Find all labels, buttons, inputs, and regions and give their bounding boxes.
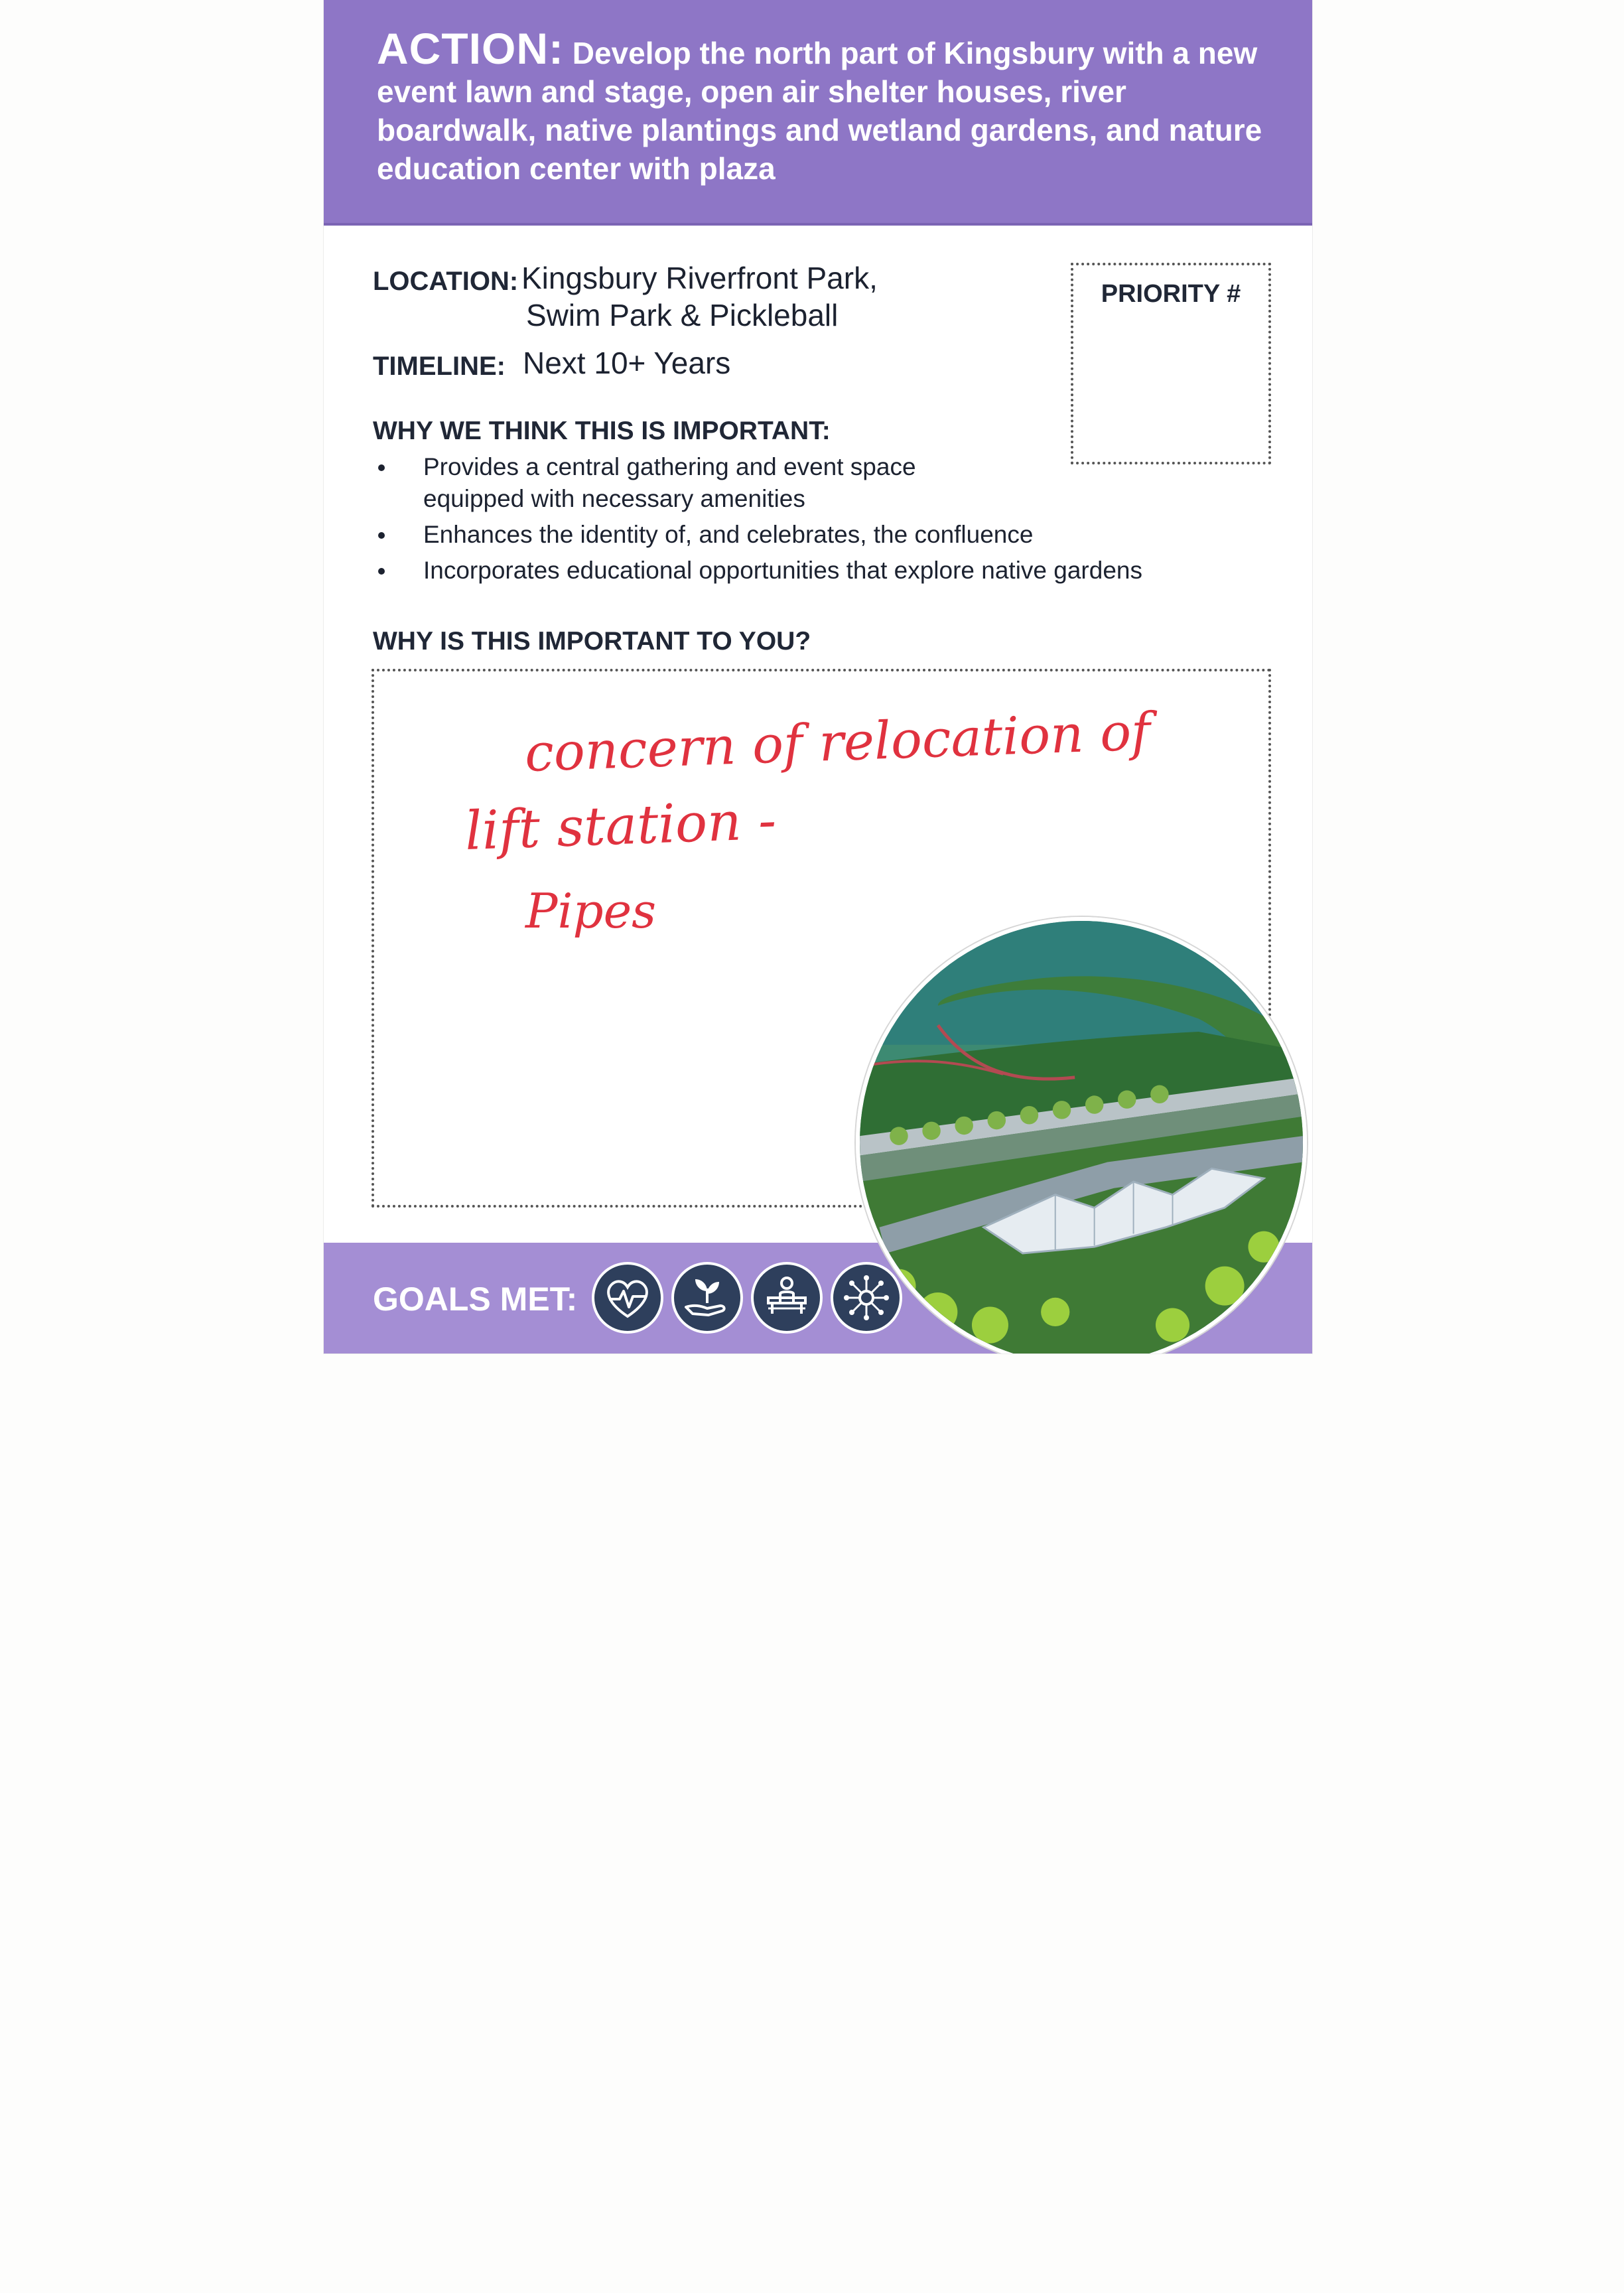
handwritten-line-2: lift station - (464, 789, 778, 862)
list-item (373, 555, 1262, 587)
bullet-text: Provides a central gathering and event space equipped with necessary amenities (423, 453, 916, 512)
priority-box[interactable] (1071, 263, 1271, 464)
bullet-dot-icon (378, 568, 385, 575)
action-description: Develop the north part of Kingsbury with a new event lawn and stage, open air shelter houses, river boardwalk, native plantings and wetland gardens, and nature education center with plaza (377, 36, 1262, 186)
list-item (373, 519, 1262, 551)
bullet-text: Incorporates educational opportunities that explore native gardens (423, 557, 1142, 584)
bullet-dot-icon (378, 532, 385, 539)
feedback-card (324, 0, 1312, 1354)
list-item (373, 451, 994, 515)
location-value-line2: Swim Park & Pickleball (526, 298, 839, 332)
action-label: ACTION: (377, 24, 564, 73)
network-nodes-icon (831, 1262, 902, 1334)
action-header (324, 0, 1312, 226)
heart-pulse-icon (592, 1262, 663, 1334)
why-important-title: WHY WE THINK THIS IS IMPORTANT: (373, 417, 831, 445)
timeline-label: TIMELINE: (373, 352, 506, 381)
action-statement (377, 24, 1266, 188)
location-value-line1: Kingsbury Riverfront Park, (521, 261, 878, 295)
bullet-dot-icon (378, 464, 385, 471)
why-you-title: WHY IS THIS IMPORTANT TO YOU? (373, 627, 811, 656)
bullet-text: Enhances the identity of, and celebrates, the confluence (423, 521, 1034, 548)
hand-plant-icon (671, 1262, 743, 1334)
timeline-value: Next 10+ Years (523, 346, 731, 380)
handwritten-line-1: concern of relocation of (523, 702, 1152, 784)
priority-label: PRIORITY # (1101, 280, 1241, 308)
person-bench-icon (751, 1262, 823, 1334)
importance-list (373, 451, 1262, 591)
goals-label: GOALS MET: (373, 1281, 578, 1318)
location-label: LOCATION: (373, 267, 519, 296)
aerial-rendering-image (856, 917, 1307, 1354)
handwritten-line-3: Pipes (525, 883, 657, 939)
